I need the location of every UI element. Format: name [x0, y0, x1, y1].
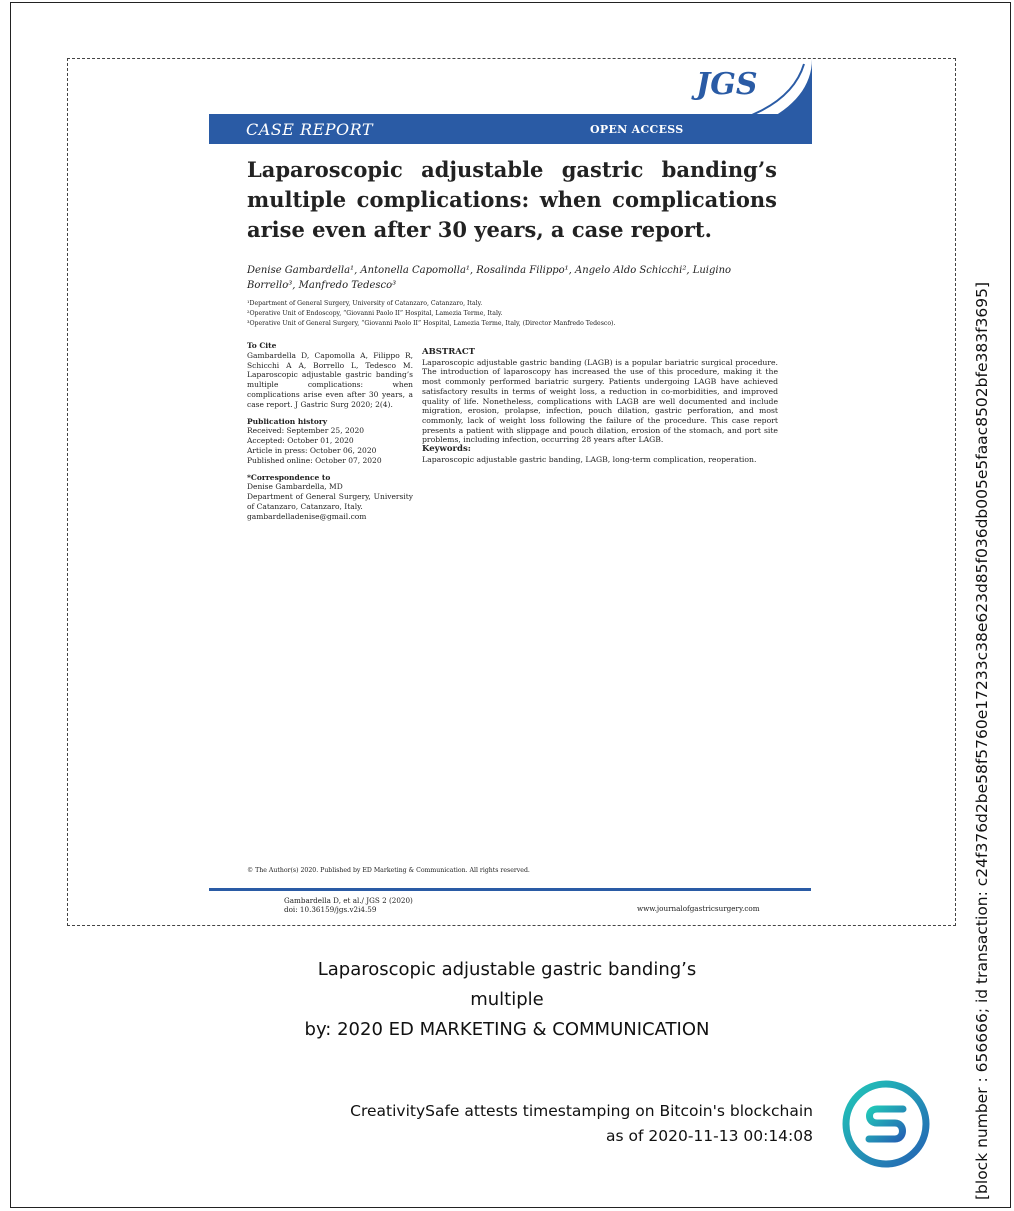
blockchain-id-label: [block number : 656666; id transaction: c24f376d2be58f5760e17233c38e623d85f036db005e5faac8502bfe383f3695] — [973, 281, 991, 1200]
affiliation-item: ²Operative Unit of Endoscopy, “Giovanni Paolo II” Hospital, Lamezia Terme, Italy. — [247, 310, 503, 317]
correspondence-item: Department of General Surgery, University of Catanzaro, Catanzaro, Italy. — [247, 492, 413, 511]
history-heading: Publication history — [247, 416, 328, 426]
history-item: Received: September 25, 2020 — [247, 426, 365, 436]
footer-bar — [209, 888, 811, 891]
footer-url: www.journalofgastricsurgery.com — [637, 904, 760, 913]
caption-title-line: Laparoscopic adjustable gastric banding’s — [317, 959, 697, 980]
abstract-section — [422, 348, 778, 464]
footer-citation-line: Gambardella D, et al./ JGS 2 (2020) — [284, 896, 413, 905]
history-item: Article in press: October 06, 2020 — [247, 445, 377, 455]
article-sidebar — [247, 341, 413, 522]
keywords-heading: Keywords: — [422, 444, 471, 455]
journal-logo: JGS — [696, 67, 758, 102]
correspondence-email: gambardelladenise@gmail.com — [247, 511, 367, 521]
open-access-label: OPEN ACCESS — [590, 123, 684, 136]
history-item: Accepted: October 01, 2020 — [247, 436, 354, 446]
creativitysafe-logo-icon — [841, 1079, 931, 1169]
keywords-text: Laparoscopic adjustable gastric banding, LAGB, long-term complication, reoperation. — [422, 454, 757, 464]
attestation-text — [350, 1099, 813, 1149]
abstract-heading: ABSTRACT — [422, 347, 475, 357]
article-authors: Denise Gambardella¹, Antonella Capomolla¹, Rosalinda Filippo¹, Angelo Aldo Schicchi², Luigino Borrello³, Manfredo Tedesco³ — [247, 265, 732, 291]
copyright-notice: © The Author(s) 2020. Published by ED Marketing & Communication. All rights reserved. — [247, 867, 530, 874]
caption-title-line: multiple — [470, 989, 544, 1010]
footer-citation — [284, 896, 413, 914]
caption-author-line: by: 2020 ED MARKETING & COMMUNICATION — [304, 1019, 710, 1040]
correspondence-item: Denise Gambardella, MD — [247, 482, 343, 492]
affiliations — [247, 299, 615, 329]
footer-doi: doi: 10.36159/jgs.v2i4.59 — [284, 905, 377, 914]
to-cite-heading: To Cite — [247, 341, 277, 350]
section-label: CASE REPORT — [246, 120, 374, 139]
abstract-text: Laparoscopic adjustable gastric banding (LAGB) is a popular bariatric surgical procedure. The introduction of laparoscopy has increased the use of this procedure, making it the most commonly performed bariatric surgery. Patients undergoing LAGB have achieved satisfactory results in terms of weight loss, a reduction in co-morbidities, and improved quality of life. Nonetheless, complications with LAGB are well documented and include migration, erosion, prolapse, infection, pouch dilation, gastric perforation, and most commonly, lack of weight loss following the failure of the procedure. This case report presents a patient with slippage and pouch dilation, erosion of the stomach, and port site problems, including infection, occurring 28 years after LAGB. — [422, 357, 778, 445]
attestation-timestamp: as of 2020-11-13 00:14:08 — [606, 1127, 813, 1145]
correspondence-heading: *Correspondence to — [247, 472, 331, 482]
affiliation-item: ¹Department of General Surgery, University of Catanzaro, Catanzaro, Italy. — [247, 300, 483, 307]
history-item: Published online: October 07, 2020 — [247, 455, 382, 465]
document-caption — [0, 955, 1014, 1045]
attestation-line: CreativitySafe attests timestamping on Bitcoin's blockchain — [350, 1102, 813, 1120]
article-title: Laparoscopic adjustable gastric banding’s multiple complications: when complications arise even after 30 years, a case report. — [247, 157, 777, 242]
affiliation-item: ³Operative Unit of General Surgery, “Giovanni Paolo II” Hospital, Lamezia Terme, Italy, (Director Manfredo Tedesco). — [247, 320, 616, 327]
to-cite-text: Gambardella D, Capomolla A, Filippo R, Schicchi A A, Borrello L, Tedesco M. Laparoscopic adjustable gastric banding’s multiple complications: when complications arise even after 30 years, a case report. J Gastric Surg 2020; 2(4). — [247, 350, 413, 409]
document-preview — [67, 58, 956, 926]
